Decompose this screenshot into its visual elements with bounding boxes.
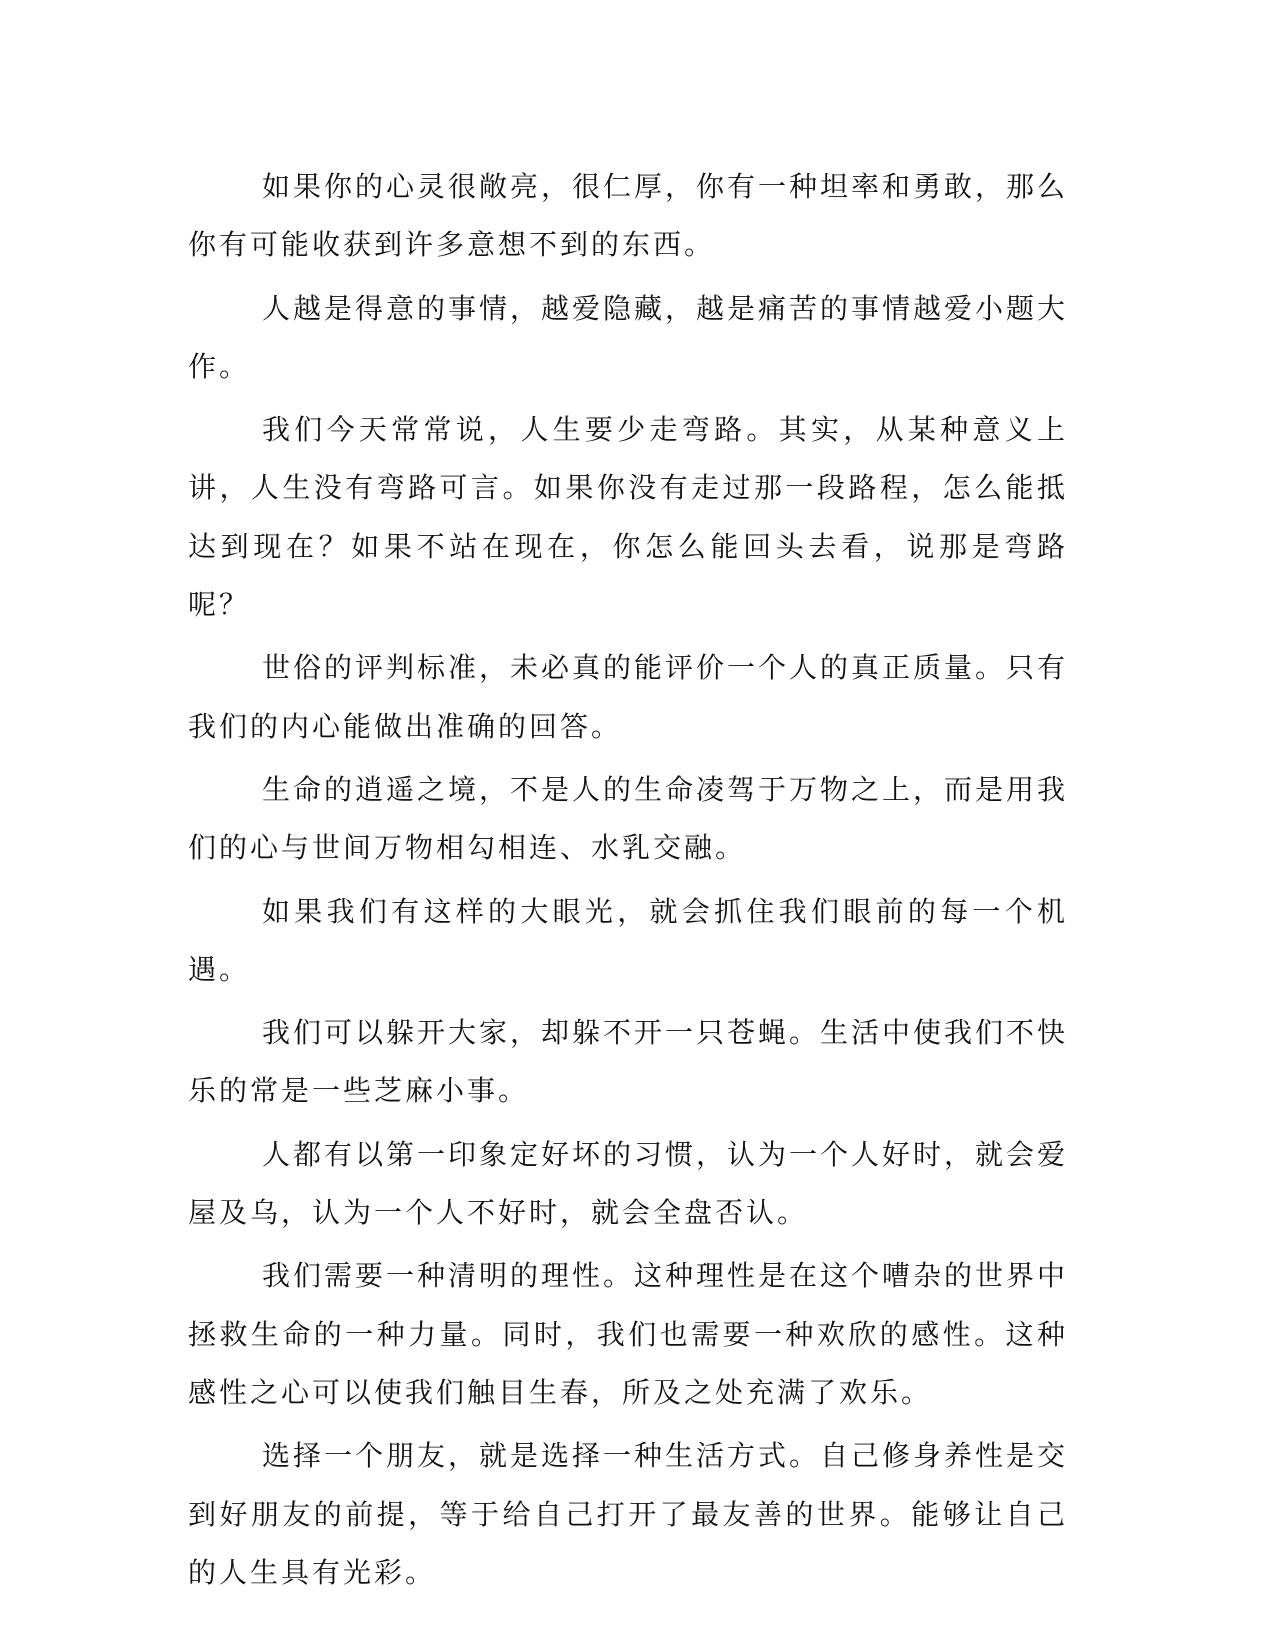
paragraph-9: 我们需要一种清明的理性。这种理性是在这个嘈杂的世界中拯救生命的一种力量。同时，我们也需要一种欢欣的感性。这种感性之心可以使我们触目生春，所及之处充满了欢乐。: [188, 1259, 1069, 1409]
paragraph-4: 世俗的评判标准，未必真的能评价一个人的真正质量。只有我们的内心能做出准确的回答。: [188, 651, 1069, 743]
paragraph-1: 如果你的心灵很敞亮，很仁厚，你有一种坦率和勇敢，那么你有可能收获到许多意想不到的东西。: [188, 170, 1069, 262]
paragraph-7: 我们可以躲开大家，却躲不开一只苍蝇。生活中使我们不快乐的常是一些芝麻小事。: [188, 1016, 1069, 1108]
paragraph-10: 选择一个朋友，就是选择一种生活方式。自己修身养性是交到好朋友的前提，等于给自己打开了最友善的世界。能够让自己的人生具有光彩。: [188, 1439, 1069, 1589]
paragraph-6: 如果我们有这样的大眼光，就会抓住我们眼前的每一个机遇。: [188, 894, 1068, 986]
paragraph-8: 人都有以第一印象定好坏的习惯，认为一个人好时，就会爱屋及乌，认为一个人不好时，就会全盘否认。: [188, 1137, 1069, 1230]
paragraph-5: 生命的逍遥之境，不是人的生命凌驾于万物之上，而是用我们的心与世间万物相勾相连、水乳交融。: [188, 772, 1069, 865]
paragraph-3: 我们今天常常说，人生要少走弯路。其实，从某种意义上讲，人生没有弯路可言。如果你没有走过那一段路程，怎么能抵达到现在？如果不站在现在，你怎么能回头去看，说那是弯路呢？: [188, 413, 1068, 622]
document-body: [188, 158, 1068, 1607]
paragraph-2: 人越是得意的事情，越爱隐藏，越是痛苦的事情越爱小题大作。: [188, 291, 1069, 383]
